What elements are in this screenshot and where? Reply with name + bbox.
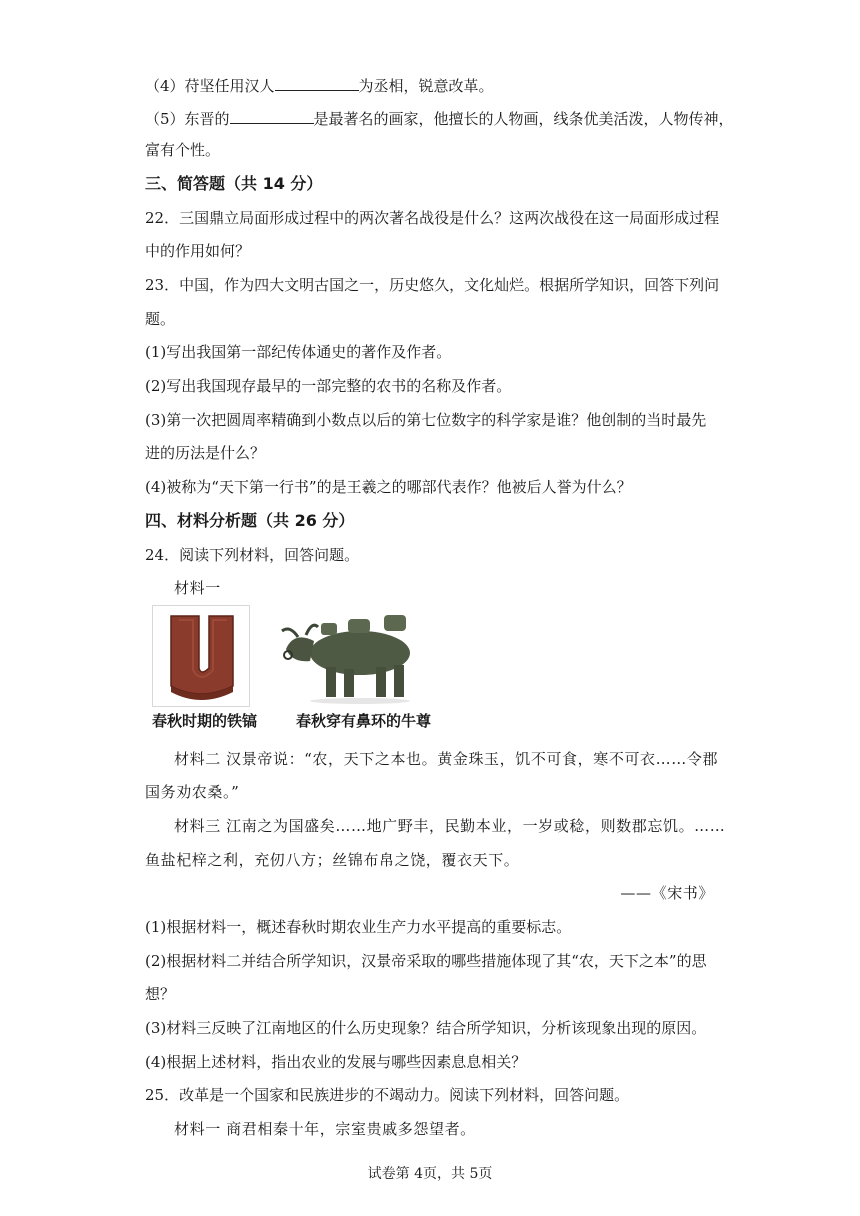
q21-item4-text-after: 为丞相，锐意改革。 [358,77,494,95]
answer-blank[interactable] [275,74,359,91]
q24-sub2-line2: 想？ [145,985,176,1003]
q24-sub4: (4)根据上述材料，指出农业的发展与哪些因素息息相关？ [145,1053,527,1071]
material1-label: 材料一 [174,579,221,597]
q21-item4 [145,74,494,96]
q23-sub3-line2: 进的历法是什么？ [145,444,266,462]
q22-line2: 中的作用如何？ [145,242,251,260]
q23-sub2: (2)写出我国现存最早的一部完整的农书的名称及作者。 [145,377,512,395]
q22-line1: 22．三国鼎立局面形成过程中的两次著名战役是什么？这两次战役在这一局面形成过程 [145,209,720,227]
q21-item5-cont: 富有个性。 [145,141,221,159]
caption-iron-pickaxe: 春秋时期的铁镐 [152,712,258,730]
iron-pickaxe-image [152,605,250,707]
caption-ox-zun: 春秋穿有鼻环的牛尊 [296,712,432,730]
q24-stem: 24．阅读下列材料，回答问题。 [145,546,360,564]
section-title-short-answer: 三、简答题（共 14 分） [145,174,323,193]
q21-item5 [145,107,734,129]
material2-line1: 材料二 汉景帝说：“农，天下之本也。黄金珠玉，饥不可食，寒不可衣……令郡 [174,750,719,768]
q23-line1: 23．中国，作为四大文明古国之一，历史悠久，文化灿烂。根据所学知识，回答下列问 [145,276,720,294]
material1-figure [152,605,452,735]
page-footer: 试卷第 4页，共 5页 [367,1166,493,1182]
q23-sub4: (4)被称为“天下第一行书”的是王羲之的哪部代表作？他被后人誉为什么？ [145,478,632,496]
q25-stem: 25．改革是一个国家和民族进步的不竭动力。阅读下列材料，回答问题。 [145,1086,630,1104]
q21-item5-text-after: 是最著名的画家，他擅长的人物画，线条优美活泼，人物传神， [313,110,734,128]
q21-item4-text: （4）苻坚任用汉人 [145,77,275,95]
q23-line2: 题。 [145,310,176,328]
material3-line2: 鱼盐杞梓之利，充仞八方；丝锦布帛之饶，覆衣天下。 [145,851,520,869]
q21-item5-text: （5）东晋的 [145,110,230,128]
q23-sub3-line1: (3)第一次把圆周率精确到小数点以后的第七位数字的科学家是谁？他创制的当时最先 [145,411,707,429]
ox-zun-image [276,605,426,705]
q24-sub2-line1: (2)根据材料二并结合所学知识，汉景帝采取的哪些措施体现了其“农，天下之本”的思 [145,952,707,970]
material3-line1: 材料三 江南之为国盛矣……地广野丰，民勤本业，一岁或稔，则数郡忘饥。…… [174,817,726,835]
q24-sub3: (3)材料三反映了江南地区的什么历史现象？结合所学知识，分析该现象出现的原因。 [145,1019,707,1037]
material3-source: ——《宋书》 [620,884,714,902]
material2-line2: 国务劝农桑。” [145,783,240,801]
q24-sub1: (1)根据材料一，概述春秋时期农业生产力水平提高的重要标志。 [145,918,572,936]
answer-blank[interactable] [230,107,314,124]
q25-material1: 材料一 商君相秦十年，宗室贵戚多怨望者。 [174,1120,476,1138]
section-title-material-analysis: 四、材料分析题（共 26 分） [145,511,355,530]
q23-sub1: (1)写出我国第一部纪传体通史的著作及作者。 [145,343,452,361]
